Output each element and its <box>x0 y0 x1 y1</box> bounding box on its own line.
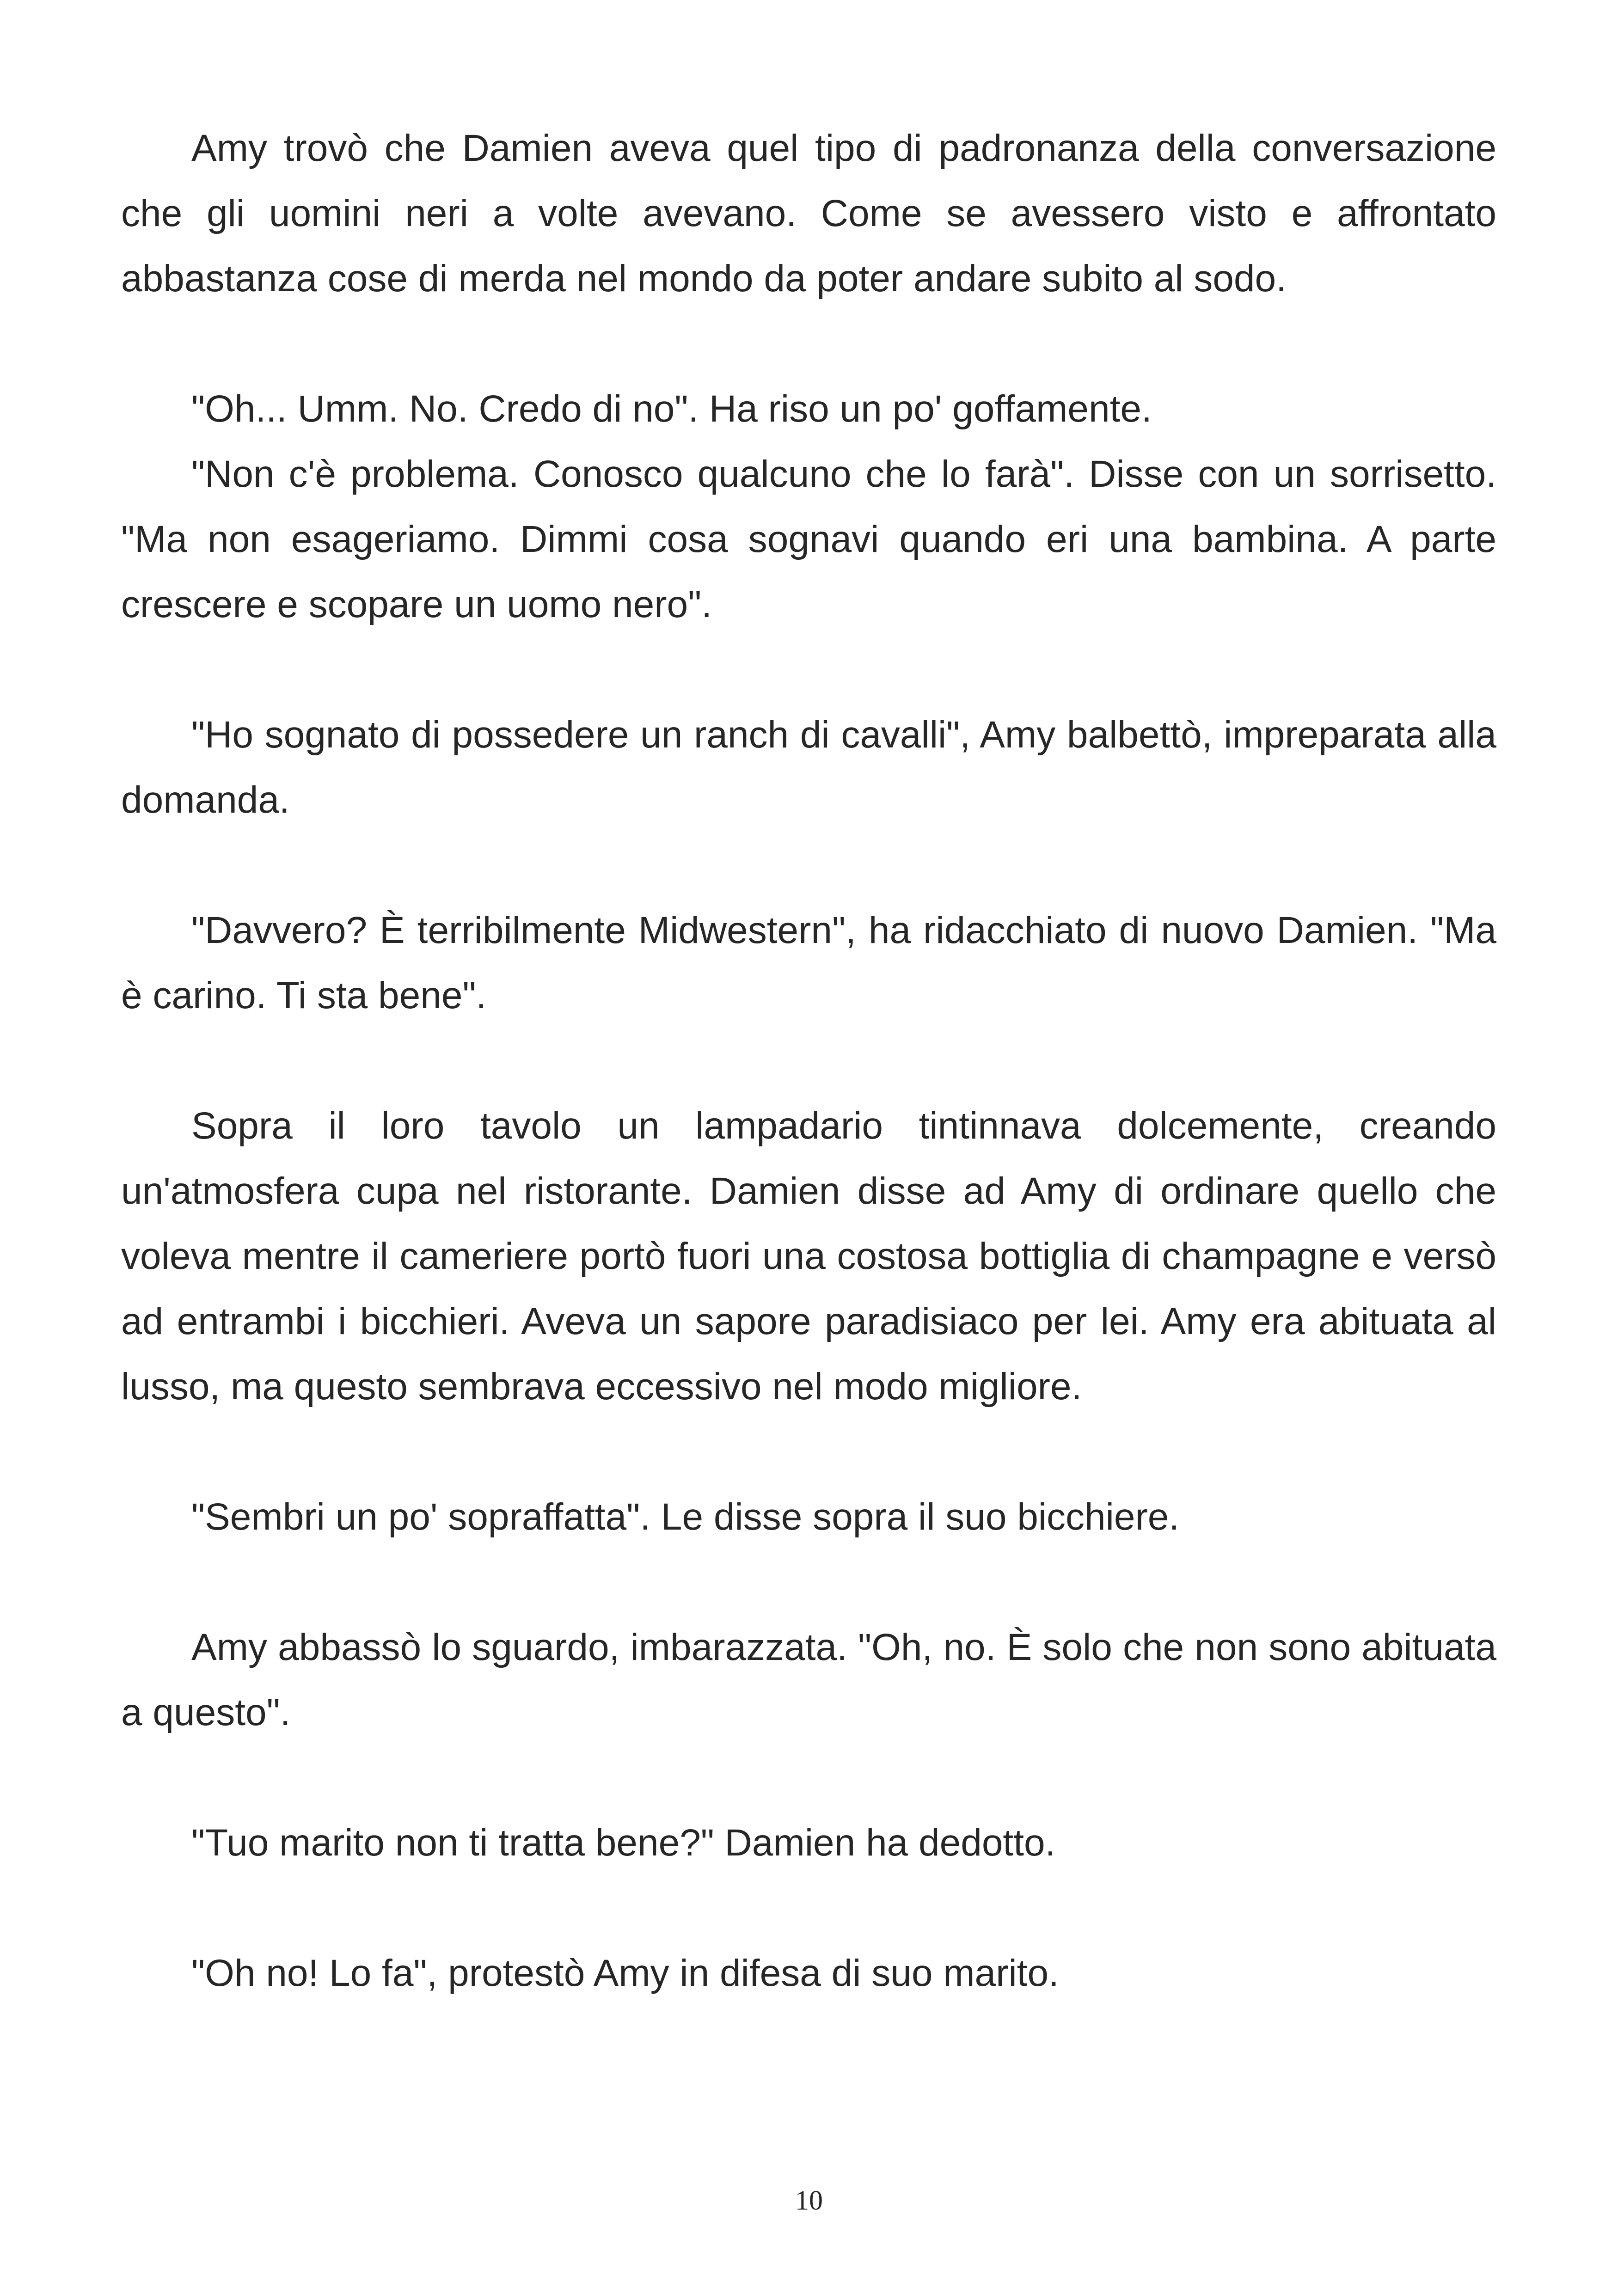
paragraph: "Sembri un po' sopraffatta". Le disse sopra il suo bicchiere. <box>191 1496 1180 1538</box>
paragraph: "Oh... Umm. No. Credo di no". Ha riso un po' goffamente. <box>191 388 1152 430</box>
paragraph: Amy abbassò lo sguardo, imbarazzata. "Oh, no. È solo che non sono abituata a questo". <box>121 1626 1496 1733</box>
paragraph: Amy trovò che Damien aveva quel tipo di padronanza della conversazione che gli uomini neri a volte avevano. Come se avessero visto e affrontato abbastanza cose di merda nel mondo da poter andare subito al sodo. <box>121 127 1496 300</box>
page-number: 10 <box>795 2185 823 2216</box>
paragraph: "Davvero? È terribilmente Midwestern", ha ridacchiato di nuovo Damien. "Ma è carino. Ti sta bene". <box>121 909 1496 1016</box>
paragraph: "Non c'è problema. Conosco qualcuno che lo farà". Disse con un sorrisetto. "Ma non esageriamo. Dimmi cosa sognavi quando eri una bambina. A parte crescere e scopare un uomo nero". <box>121 453 1496 625</box>
paragraph: "Tuo marito non ti tratta bene?" Damien ha dedotto. <box>191 1822 1056 1864</box>
page-body <box>121 116 1496 2006</box>
paragraph: "Ho sognato di possedere un ranch di cavalli", Amy balbettò, impreparata alla domanda. <box>121 714 1496 821</box>
paragraph: Sopra il loro tavolo un lampadario tintinnava dolcemente, creando un'atmosfera cupa nel ristorante. Damien disse ad Amy di ordinare quello che voleva mentre il cameriere portò fuori una costosa bottiglia di champagne e versò ad entrambi i bicchieri. Aveva un sapore paradisiaco per lei. Amy era abituata al lusso, ma questo sembrava eccessivo nel modo migliore. <box>121 1105 1496 1408</box>
paragraph: "Oh no! Lo fa", protestò Amy in difesa di suo marito. <box>191 1952 1059 1994</box>
